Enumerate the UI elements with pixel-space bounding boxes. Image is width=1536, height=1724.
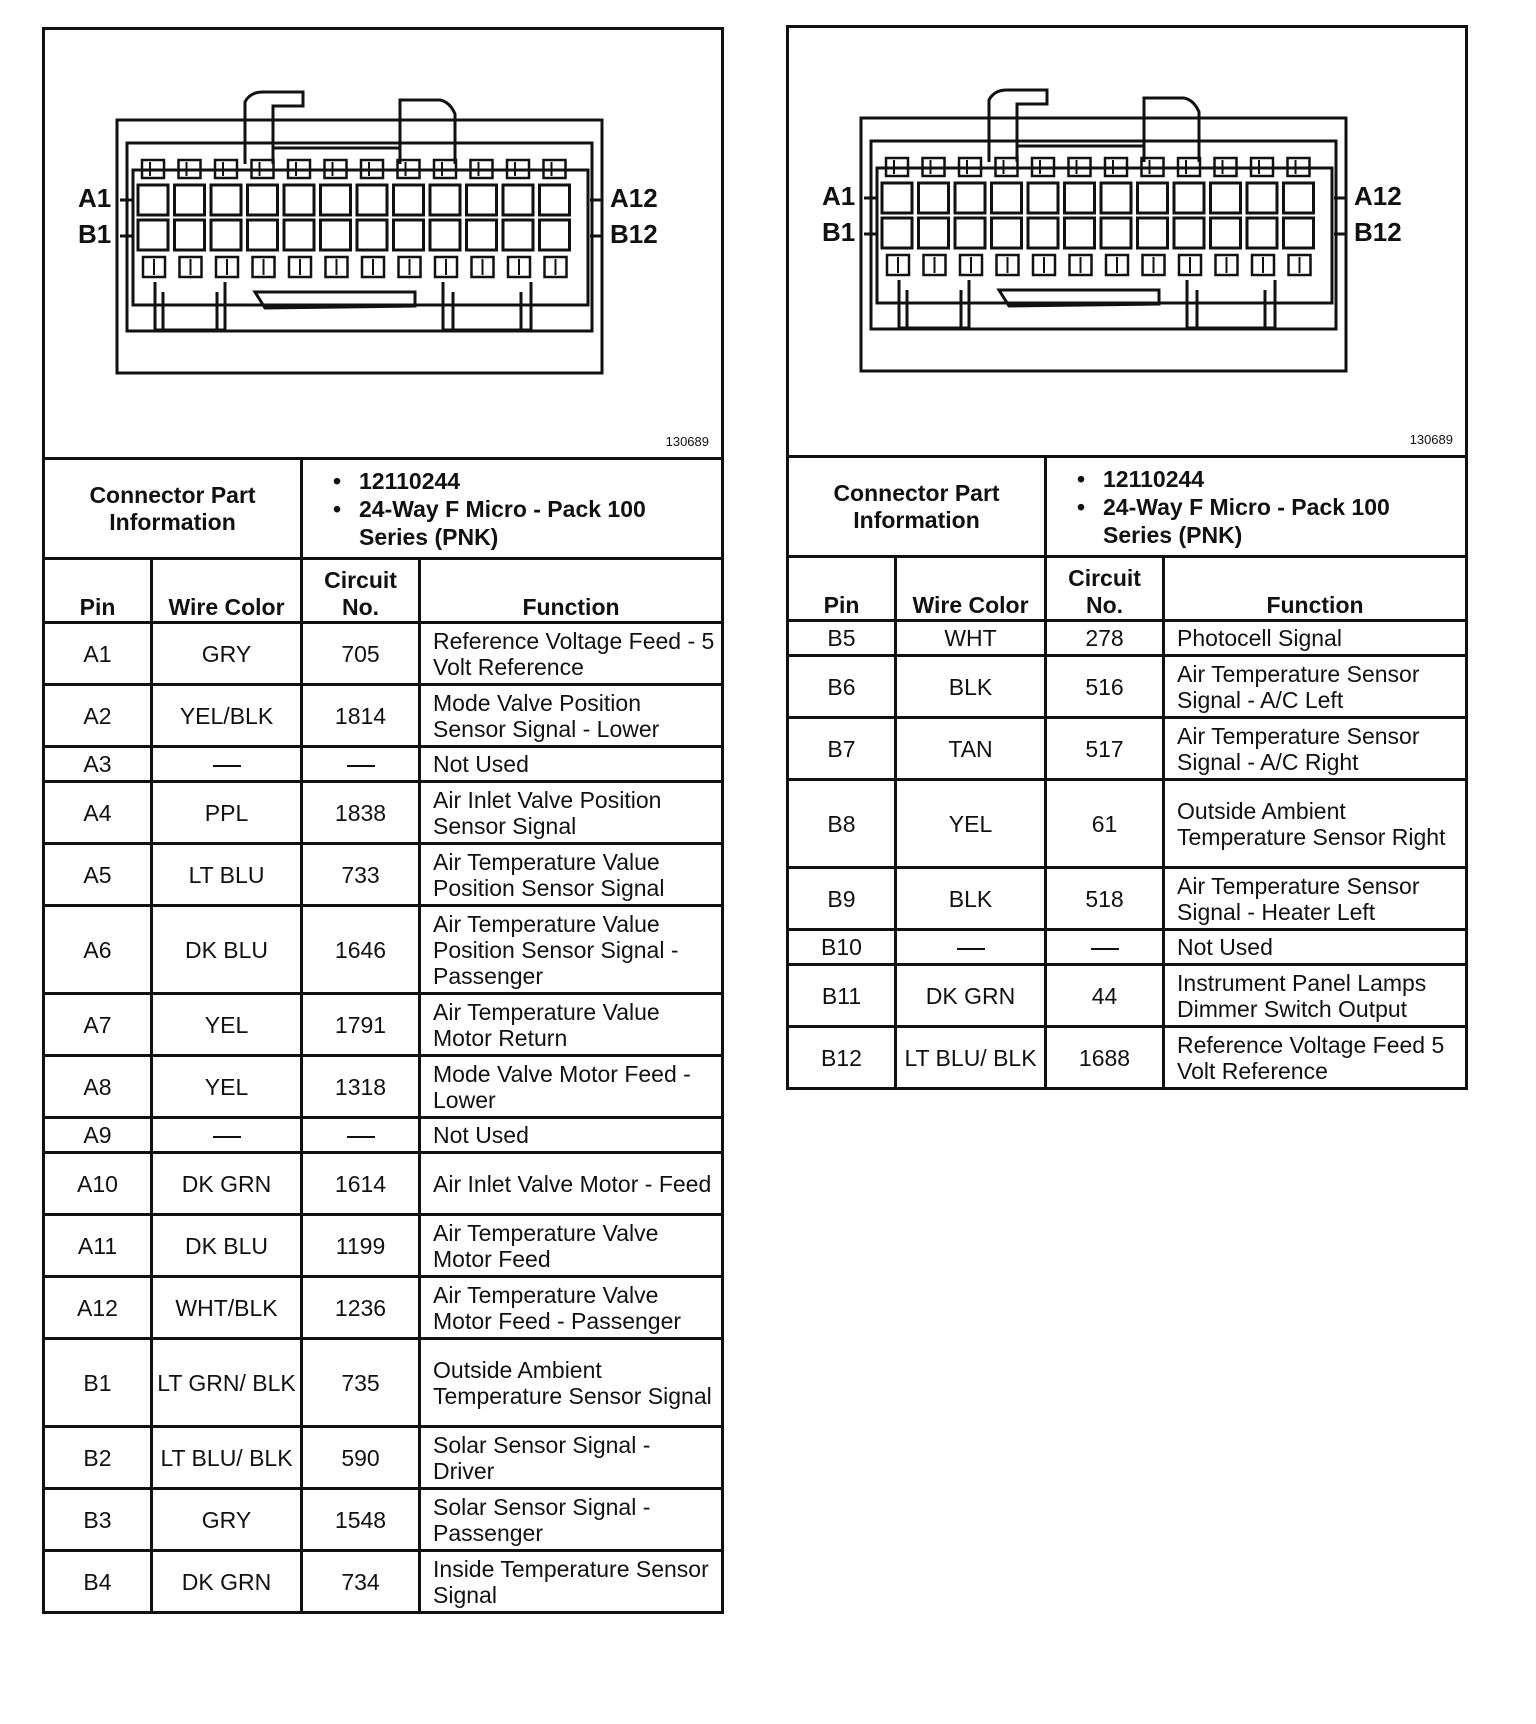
connector-info-values xyxy=(302,459,723,559)
connector-info-row xyxy=(788,457,1467,557)
pin-cell: B3 xyxy=(44,1489,152,1551)
table-row xyxy=(44,1118,723,1153)
function-cell: Instrument Panel Lamps Dimmer Switch Output xyxy=(1164,965,1467,1027)
table-row xyxy=(44,782,723,844)
connector-panel-right xyxy=(786,25,1464,1090)
pin-cell: A5 xyxy=(44,844,152,906)
terminal-cavity-block xyxy=(133,170,588,305)
pin-table xyxy=(786,455,1468,1090)
function-cell: Air Temperature Valve Motor Feed xyxy=(420,1215,723,1277)
terminal-cavity-row-a xyxy=(992,183,1022,213)
circuit-cell: 518 xyxy=(1046,868,1164,930)
terminal-cavity-row-a xyxy=(1211,183,1241,213)
table-header-row xyxy=(44,559,723,623)
terminal-cavity-row-a xyxy=(138,185,168,215)
pin-cell: B5 xyxy=(788,621,896,656)
table-row xyxy=(788,656,1467,718)
wire-color-cell: LT BLU/ BLK xyxy=(152,1427,302,1489)
terminal-cavity-row-b xyxy=(1138,218,1168,248)
circuit-cell: 1548 xyxy=(302,1489,420,1551)
connector-housing xyxy=(861,118,1346,371)
terminal-cavity-row-b xyxy=(284,220,314,250)
header-wire-color: Wire Color xyxy=(896,557,1046,621)
pin-rows xyxy=(44,623,723,1613)
circuit-cell: 705 xyxy=(302,623,420,685)
circuit-cell: 517 xyxy=(1046,718,1164,780)
circuit-cell: 61 xyxy=(1046,780,1164,868)
figure-id: 130689 xyxy=(665,434,709,449)
connector-type: • 24-Way F Micro - Pack 100 Series (PNK) xyxy=(333,495,721,551)
terminal-cavity-row-a xyxy=(1174,183,1204,213)
table-row xyxy=(44,1427,723,1489)
circuit-cell: 1688 xyxy=(1046,1027,1164,1089)
table-row xyxy=(44,906,723,994)
table-row xyxy=(44,844,723,906)
connector-face-drawing xyxy=(45,30,721,457)
wire-color-cell: PPL xyxy=(152,782,302,844)
function-cell: Outside Ambient Temperature Sensor Signal xyxy=(420,1339,723,1427)
circuit-cell: 1838 xyxy=(302,782,420,844)
wire-color-cell: TAN xyxy=(896,718,1046,780)
dash-mark xyxy=(213,765,241,767)
dash-mark xyxy=(347,1136,375,1138)
table-row xyxy=(44,685,723,747)
terminal-cavity-row-b xyxy=(1101,218,1131,248)
pin-cell: B8 xyxy=(788,780,896,868)
wire-color-cell: LT BLU/ BLK xyxy=(896,1027,1046,1089)
terminal-cavity-row-a xyxy=(1065,183,1095,213)
terminal-cavity-row-b xyxy=(503,220,533,250)
circuit-cell xyxy=(1046,930,1164,965)
function-cell: Mode Valve Motor Feed - Lower xyxy=(420,1056,723,1118)
terminal-cavity-row-a xyxy=(1138,183,1168,213)
pin-label-b12: B12 xyxy=(610,219,658,249)
header-pin: Pin xyxy=(44,559,152,623)
connector-housing xyxy=(117,120,602,373)
terminal-cavity-row-a xyxy=(955,183,985,213)
table-row xyxy=(788,930,1467,965)
function-cell: Photocell Signal xyxy=(1164,621,1467,656)
table-row xyxy=(44,1153,723,1215)
pin-cell: A12 xyxy=(44,1277,152,1339)
wire-color-cell: WHT xyxy=(896,621,1046,656)
terminal-cavity-row-b xyxy=(1211,218,1241,248)
terminal-cavity-row-a xyxy=(540,185,570,215)
circuit-cell: 1318 xyxy=(302,1056,420,1118)
terminal-cavity-row-b xyxy=(540,220,570,250)
terminal-cavity-row-b xyxy=(955,218,985,248)
latch-right xyxy=(1144,98,1199,162)
latch-left xyxy=(989,90,1047,162)
circuit-cell: 1814 xyxy=(302,685,420,747)
header-pin: Pin xyxy=(788,557,896,621)
function-cell: Not Used xyxy=(420,1118,723,1153)
table-row xyxy=(788,868,1467,930)
table-row xyxy=(44,623,723,685)
pin-cell: B10 xyxy=(788,930,896,965)
table-row xyxy=(44,1056,723,1118)
wire-color-cell: LT BLU xyxy=(152,844,302,906)
terminal-cavity-row-a xyxy=(467,185,497,215)
terminal-cavity-row-b xyxy=(175,220,205,250)
terminal-cavity-row-a xyxy=(211,185,241,215)
wire-color-cell: YEL/BLK xyxy=(152,685,302,747)
terminal-cavity-row-a xyxy=(284,185,314,215)
circuit-cell: 44 xyxy=(1046,965,1164,1027)
terminal-cavity-row-b xyxy=(357,220,387,250)
connector-face-drawing xyxy=(789,28,1465,455)
terminal-cavity-row-b xyxy=(321,220,351,250)
terminal-cavity-row-a xyxy=(1101,183,1131,213)
terminal-cavity-row-b xyxy=(430,220,460,250)
wire-color-cell: DK BLU xyxy=(152,1215,302,1277)
terminal-cavity-row-b xyxy=(1028,218,1058,248)
function-cell: Air Temperature Value Position Sensor Signal xyxy=(420,844,723,906)
pin-label-a12: A12 xyxy=(610,183,658,213)
pin-cell: A7 xyxy=(44,994,152,1056)
wire-color-cell xyxy=(896,930,1046,965)
pin-cell: B4 xyxy=(44,1551,152,1613)
table-row xyxy=(44,1489,723,1551)
dash-mark xyxy=(1091,948,1119,950)
function-cell: Solar Sensor Signal - Driver xyxy=(420,1427,723,1489)
pin-label-b1: B1 xyxy=(822,217,856,247)
function-cell: Air Temperature Value Position Sensor Signal - Passenger xyxy=(420,906,723,994)
wire-color-cell: GRY xyxy=(152,1489,302,1551)
table-row xyxy=(788,718,1467,780)
terminal-cavity-row-b xyxy=(882,218,912,248)
wire-color-cell: BLK xyxy=(896,656,1046,718)
terminal-cavity-row-a xyxy=(1284,183,1314,213)
function-cell: Mode Valve Position Sensor Signal - Lower xyxy=(420,685,723,747)
connector-info-values xyxy=(1046,457,1467,557)
circuit-cell: 1646 xyxy=(302,906,420,994)
pin-cell: B12 xyxy=(788,1027,896,1089)
terminal-cavity-row-a xyxy=(175,185,205,215)
terminal-cavity-row-a xyxy=(321,185,351,215)
connector-diagram xyxy=(42,27,724,457)
terminal-cavity-row-b xyxy=(248,220,278,250)
terminal-cavity-row-a xyxy=(394,185,424,215)
connector-info-label: Connector Part Information xyxy=(44,459,302,559)
function-cell: Inside Temperature Sensor Signal xyxy=(420,1551,723,1613)
circuit-cell: 1236 xyxy=(302,1277,420,1339)
wire-color-cell: WHT/BLK xyxy=(152,1277,302,1339)
wire-color-cell: GRY xyxy=(152,623,302,685)
pin-cell: A2 xyxy=(44,685,152,747)
circuit-cell xyxy=(302,747,420,782)
pin-cell: A10 xyxy=(44,1153,152,1215)
pin-cell: A9 xyxy=(44,1118,152,1153)
table-row xyxy=(44,1339,723,1427)
function-cell: Not Used xyxy=(1164,930,1467,965)
circuit-cell: 1791 xyxy=(302,994,420,1056)
circuit-cell: 733 xyxy=(302,844,420,906)
pin-rows xyxy=(788,621,1467,1089)
pin-cell: A8 xyxy=(44,1056,152,1118)
terminal-cavity-row-a xyxy=(882,183,912,213)
figure-id: 130689 xyxy=(1409,432,1453,447)
pin-label-a12: A12 xyxy=(1354,181,1402,211)
latch-left xyxy=(245,92,303,164)
table-row xyxy=(788,965,1467,1027)
terminal-cavity-row-a xyxy=(248,185,278,215)
terminal-cavity-row-a xyxy=(503,185,533,215)
latch-right xyxy=(400,100,455,164)
pin-cell: B2 xyxy=(44,1427,152,1489)
terminal-cavity-row-a xyxy=(1247,183,1277,213)
pin-cell: A3 xyxy=(44,747,152,782)
dash-mark xyxy=(347,765,375,767)
connector-info-row xyxy=(44,459,723,559)
pin-label-a1: A1 xyxy=(78,183,112,213)
function-cell: Air Inlet Valve Position Sensor Signal xyxy=(420,782,723,844)
header-function: Function xyxy=(1164,557,1467,621)
function-cell: Outside Ambient Temperature Sensor Right xyxy=(1164,780,1467,868)
wire-color-cell: DK GRN xyxy=(152,1551,302,1613)
header-circuit: Circuit No. xyxy=(302,559,420,623)
dash-mark xyxy=(957,948,985,950)
table-row xyxy=(44,1215,723,1277)
header-wire-color: Wire Color xyxy=(152,559,302,623)
function-cell: Reference Voltage Feed - 5 Volt Reference xyxy=(420,623,723,685)
connector-diagram xyxy=(786,25,1468,455)
wire-color-cell: DK BLU xyxy=(152,906,302,994)
terminal-cavity-row-b xyxy=(138,220,168,250)
connector-info-label: Connector Part Information xyxy=(788,457,1046,557)
table-row xyxy=(44,1551,723,1613)
circuit-cell: 1614 xyxy=(302,1153,420,1215)
wire-color-cell: YEL xyxy=(152,1056,302,1118)
circuit-cell: 278 xyxy=(1046,621,1164,656)
pin-label-b12: B12 xyxy=(1354,217,1402,247)
table-row xyxy=(788,1027,1467,1089)
pin-label-b1: B1 xyxy=(78,219,112,249)
header-function: Function xyxy=(420,559,723,623)
wire-color-cell xyxy=(152,747,302,782)
pin-cell: A1 xyxy=(44,623,152,685)
pin-cell: B1 xyxy=(44,1339,152,1427)
part-number: • 12110244 xyxy=(333,467,721,495)
terminal-cavity-row-b xyxy=(1174,218,1204,248)
circuit-cell: 734 xyxy=(302,1551,420,1613)
pin-cell: B9 xyxy=(788,868,896,930)
wire-color-cell: YEL xyxy=(896,780,1046,868)
pin-cell: A4 xyxy=(44,782,152,844)
circuit-cell xyxy=(302,1118,420,1153)
function-cell: Air Inlet Valve Motor - Feed xyxy=(420,1153,723,1215)
table-row xyxy=(788,621,1467,656)
pin-cell: B11 xyxy=(788,965,896,1027)
terminal-cavity-row-b xyxy=(1284,218,1314,248)
wire-color-cell: YEL xyxy=(152,994,302,1056)
table-row xyxy=(788,780,1467,868)
dash-mark xyxy=(213,1136,241,1138)
function-cell: Solar Sensor Signal - Passenger xyxy=(420,1489,723,1551)
wire-color-cell: BLK xyxy=(896,868,1046,930)
terminal-cavity-row-b xyxy=(1247,218,1277,248)
pin-cell: A6 xyxy=(44,906,152,994)
wire-color-cell: DK GRN xyxy=(152,1153,302,1215)
function-cell: Air Temperature Sensor Signal - A/C Left xyxy=(1164,656,1467,718)
terminal-cavity-row-a xyxy=(357,185,387,215)
terminal-cavity-row-b xyxy=(394,220,424,250)
pin-table xyxy=(42,457,724,1614)
terminal-cavity-row-b xyxy=(211,220,241,250)
table-row xyxy=(44,1277,723,1339)
function-cell: Reference Voltage Feed 5 Volt Reference xyxy=(1164,1027,1467,1089)
connector-type: • 24-Way F Micro - Pack 100 Series (PNK) xyxy=(1077,493,1465,549)
function-cell: Air Temperature Sensor Signal - A/C Right xyxy=(1164,718,1467,780)
table-row xyxy=(44,994,723,1056)
terminal-cavity-block xyxy=(877,168,1332,303)
terminal-cavity-row-b xyxy=(992,218,1022,248)
wire-color-cell: DK GRN xyxy=(896,965,1046,1027)
circuit-cell: 516 xyxy=(1046,656,1164,718)
function-cell: Air Temperature Valve Motor Feed - Passenger xyxy=(420,1277,723,1339)
terminal-cavity-row-a xyxy=(1028,183,1058,213)
table-header-row xyxy=(788,557,1467,621)
wire-color-cell: LT GRN/ BLK xyxy=(152,1339,302,1427)
circuit-cell: 1199 xyxy=(302,1215,420,1277)
wire-color-cell xyxy=(152,1118,302,1153)
function-cell: Air Temperature Sensor Signal - Heater Left xyxy=(1164,868,1467,930)
pin-cell: B7 xyxy=(788,718,896,780)
function-cell: Air Temperature Value Motor Return xyxy=(420,994,723,1056)
circuit-cell: 590 xyxy=(302,1427,420,1489)
function-cell: Not Used xyxy=(420,747,723,782)
header-circuit: Circuit No. xyxy=(1046,557,1164,621)
connector-panel-left xyxy=(42,27,720,1614)
pin-cell: B6 xyxy=(788,656,896,718)
circuit-cell: 735 xyxy=(302,1339,420,1427)
pin-cell: A11 xyxy=(44,1215,152,1277)
terminal-cavity-row-a xyxy=(919,183,949,213)
terminal-cavity-row-b xyxy=(1065,218,1095,248)
terminal-cavity-row-b xyxy=(467,220,497,250)
terminal-cavity-row-a xyxy=(430,185,460,215)
table-row xyxy=(44,747,723,782)
terminal-cavity-row-b xyxy=(919,218,949,248)
pin-label-a1: A1 xyxy=(822,181,856,211)
part-number: • 12110244 xyxy=(1077,465,1465,493)
